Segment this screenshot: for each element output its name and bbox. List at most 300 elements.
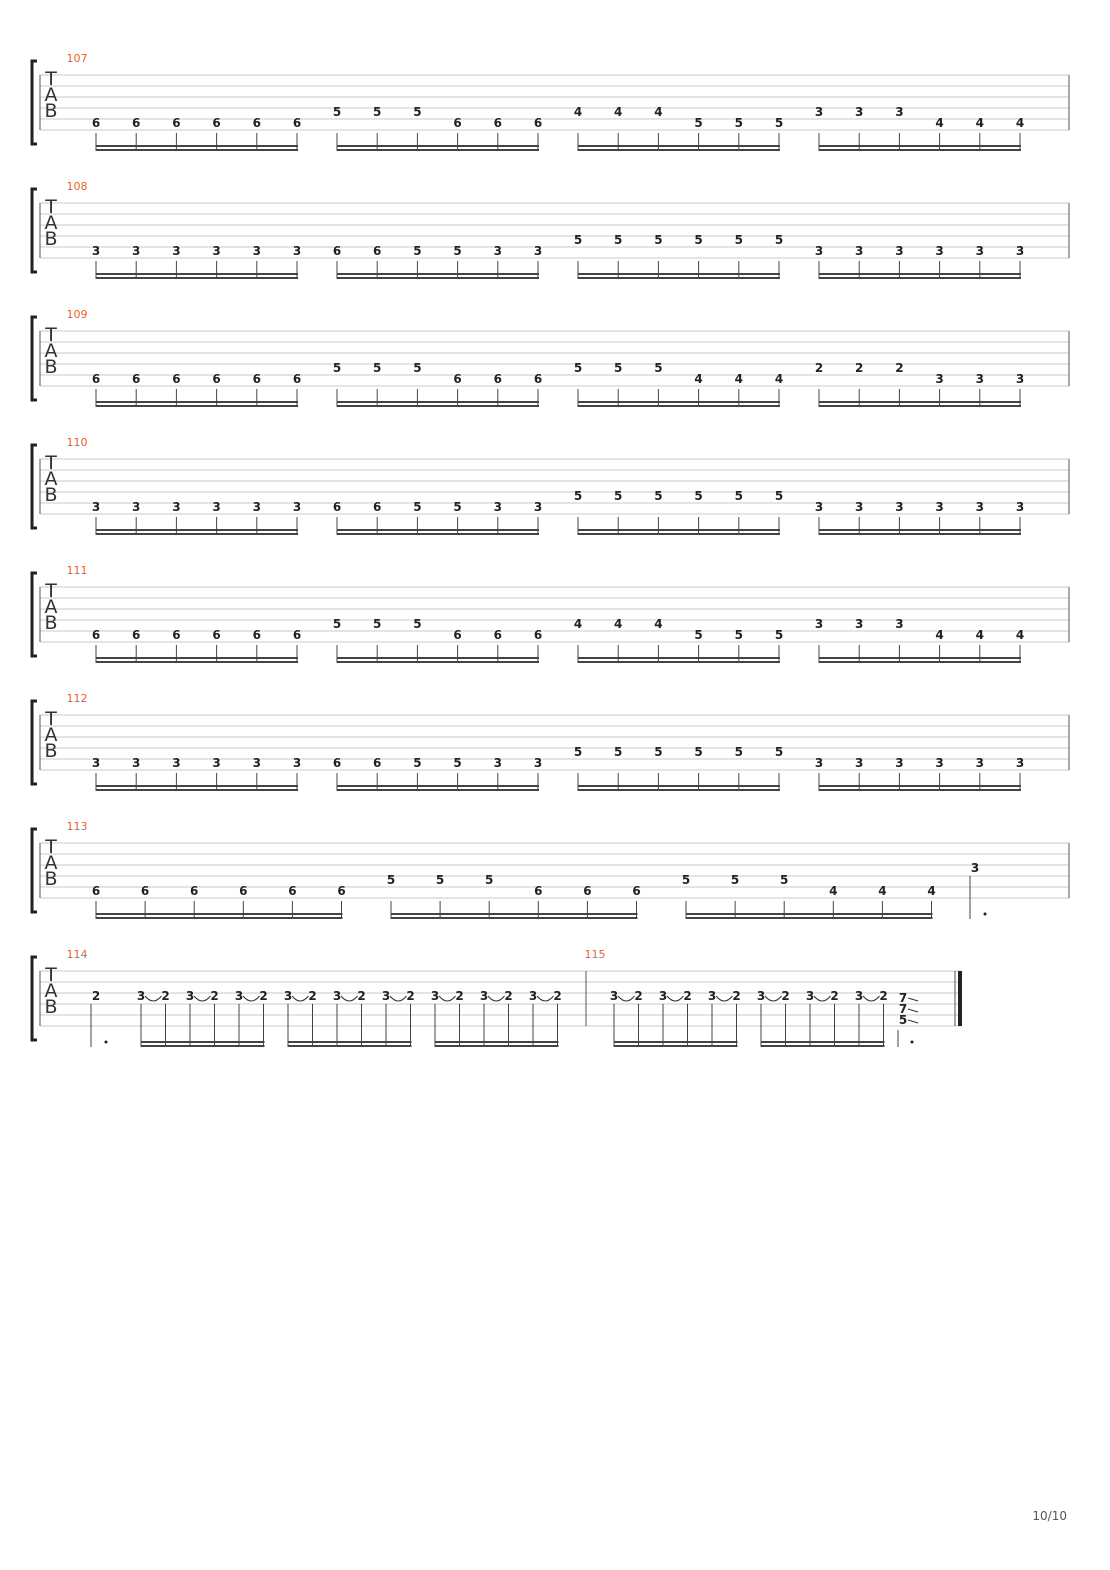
fret-number: 3 — [132, 244, 141, 258]
measure-number-115: 115 — [584, 948, 606, 961]
tab-clef-letter-a: A — [44, 852, 58, 874]
measure-number-114: 114 — [66, 948, 88, 961]
tab-system-113 — [32, 820, 1069, 919]
fret-number: 5 — [734, 489, 743, 503]
beam — [337, 529, 539, 531]
dot — [105, 1041, 108, 1044]
fret-number: 2 — [455, 989, 464, 1003]
fret-number: 3 — [132, 500, 141, 514]
tab-clef-letter-b: B — [44, 484, 58, 506]
fret-number: 3 — [283, 989, 293, 1003]
fret-number: 3 — [292, 244, 302, 258]
beam — [96, 785, 298, 787]
beam — [96, 277, 298, 279]
beam — [96, 657, 298, 659]
fret-number: 2 — [308, 989, 317, 1003]
beam — [578, 273, 780, 275]
fret-number: 3 — [533, 500, 543, 514]
fret-number: 3 — [430, 989, 440, 1003]
fret-number: 6 — [493, 628, 502, 642]
fret-number: 5 — [573, 489, 583, 503]
beam — [614, 1045, 738, 1047]
fret-number: 3 — [935, 756, 944, 770]
tab-clef-letter-b: B — [44, 612, 58, 634]
beam — [435, 1045, 559, 1047]
tab-system-110 — [32, 436, 1069, 535]
beam — [578, 529, 780, 531]
page-number: 10/10 — [1032, 1509, 1067, 1523]
beam — [819, 657, 1021, 659]
fret-number: 3 — [970, 861, 980, 875]
pull-off-slur — [341, 996, 358, 1001]
fret-number: 6 — [252, 116, 261, 130]
fret-number: 6 — [583, 884, 592, 898]
fret-number: 5 — [386, 873, 396, 887]
fret-number: 5 — [453, 500, 462, 514]
beam — [761, 1045, 885, 1047]
beam — [819, 405, 1021, 407]
fret-number: 2 — [855, 361, 864, 375]
tab-system-111 — [32, 564, 1069, 663]
beam — [391, 917, 638, 919]
fret-number: 5 — [654, 745, 663, 759]
fret-number: 6 — [337, 884, 346, 898]
beam — [686, 913, 933, 915]
fret-number: 2 — [406, 989, 415, 1003]
measure-number: 110 — [66, 436, 88, 449]
slide-mark — [908, 1020, 918, 1023]
fret-number: 5 — [373, 361, 382, 375]
fret-number: 5 — [694, 489, 703, 503]
fret-number: 5 — [898, 1013, 908, 1027]
pull-off-slur — [292, 996, 309, 1001]
tab-clef-letter-b: B — [44, 356, 58, 378]
fret-number: 3 — [814, 105, 824, 119]
fret-number: 6 — [493, 372, 502, 386]
beam — [141, 1045, 265, 1047]
pull-off-slur — [145, 996, 162, 1001]
measure-number: 107 — [66, 52, 88, 65]
fret-number: 3 — [756, 989, 766, 1003]
beam — [96, 401, 298, 403]
fret-number: 4 — [1015, 628, 1025, 642]
fret-number: 5 — [435, 873, 445, 887]
fret-number: 4 — [694, 372, 703, 386]
fret-number: 5 — [734, 233, 743, 247]
pull-off-slur — [618, 996, 635, 1001]
fret-number: 6 — [533, 116, 543, 130]
fret-number: 3 — [212, 500, 221, 514]
beam — [819, 785, 1021, 787]
beam — [435, 1041, 559, 1043]
beam — [141, 1041, 265, 1043]
fret-number: 3 — [212, 756, 221, 770]
system-bracket — [32, 61, 37, 144]
fret-number: 2 — [814, 361, 824, 375]
fret-number: 4 — [878, 884, 887, 898]
beam — [391, 913, 638, 915]
fret-number: 6 — [373, 756, 382, 770]
fret-number: 4 — [829, 884, 838, 898]
fret-number: 5 — [332, 105, 342, 119]
pull-off-slur — [390, 996, 407, 1001]
fret-number: 5 — [734, 628, 743, 642]
system-bracket — [32, 573, 37, 656]
beam — [96, 149, 298, 151]
fret-number: 6 — [132, 628, 141, 642]
pull-off-slur — [863, 996, 880, 1001]
fret-number: 2 — [210, 989, 219, 1003]
fret-number: 2 — [732, 989, 741, 1003]
fret-number: 6 — [332, 244, 342, 258]
fret-number: 5 — [734, 745, 743, 759]
beam — [819, 529, 1021, 531]
fret-number: 3 — [805, 989, 815, 1003]
beam — [578, 657, 780, 659]
final-barline-thick — [958, 971, 962, 1026]
fret-number: 5 — [614, 489, 623, 503]
fret-number: 5 — [413, 361, 422, 375]
slide-mark — [908, 998, 918, 1001]
fret-number: 5 — [654, 233, 663, 247]
fret-number: 4 — [935, 116, 944, 130]
beam — [819, 149, 1021, 151]
fret-number: 3 — [854, 989, 864, 1003]
fret-number: 5 — [694, 116, 703, 130]
fret-number: 5 — [373, 105, 382, 119]
fret-number: 3 — [855, 756, 864, 770]
beam — [337, 149, 539, 151]
fret-number: 3 — [895, 756, 904, 770]
fret-number: 5 — [734, 116, 743, 130]
beam — [578, 149, 780, 151]
tab-clef-letter-a: A — [44, 212, 58, 234]
fret-number: 3 — [855, 500, 864, 514]
fret-number: 3 — [895, 617, 904, 631]
fret-number: 6 — [332, 756, 342, 770]
fret-number: 5 — [413, 244, 422, 258]
fret-number: 3 — [1015, 372, 1025, 386]
fret-number: 3 — [855, 617, 864, 631]
fret-number: 3 — [814, 617, 824, 631]
fret-number: 6 — [91, 116, 101, 130]
fret-number: 5 — [774, 489, 784, 503]
fret-number: 6 — [332, 500, 342, 514]
fret-number: 3 — [1015, 756, 1025, 770]
fret-number: 6 — [172, 116, 181, 130]
system-bracket — [32, 957, 37, 1040]
fret-number: 2 — [91, 989, 101, 1003]
fret-number: 3 — [895, 105, 904, 119]
fret-number: 3 — [935, 372, 944, 386]
fret-number: 3 — [855, 105, 864, 119]
measure-number: 108 — [66, 180, 88, 193]
fret-number: 5 — [774, 116, 784, 130]
slide-mark — [908, 1009, 918, 1012]
fret-number: 5 — [681, 873, 691, 887]
beam — [578, 145, 780, 147]
fret-number: 3 — [172, 756, 181, 770]
fret-number: 6 — [132, 372, 141, 386]
fret-number: 3 — [935, 244, 944, 258]
fret-number: 2 — [357, 989, 366, 1003]
fret-number: 4 — [734, 372, 743, 386]
beam — [96, 917, 343, 919]
pull-off-slur — [488, 996, 505, 1001]
pull-off-slur — [194, 996, 211, 1001]
beam — [337, 277, 539, 279]
fret-number: 6 — [172, 628, 181, 642]
fret-number: 6 — [140, 884, 150, 898]
fret-number: 5 — [694, 233, 703, 247]
fret-number: 5 — [453, 244, 462, 258]
fret-number: 4 — [573, 617, 583, 631]
fret-number: 5 — [614, 233, 623, 247]
fret-number: 3 — [855, 244, 864, 258]
fret-number: 6 — [373, 500, 382, 514]
fret-number: 5 — [694, 745, 703, 759]
dot — [911, 1041, 914, 1044]
fret-number: 3 — [381, 989, 391, 1003]
beam — [96, 913, 343, 915]
fret-number: 2 — [879, 989, 888, 1003]
tab-clef-letter-a: A — [44, 468, 58, 490]
measure-number: 109 — [66, 308, 88, 321]
tab-clef-letter-b: B — [44, 100, 58, 122]
fret-number: 3 — [212, 244, 221, 258]
beam — [337, 789, 539, 791]
fret-number: 5 — [614, 745, 623, 759]
fret-number: 5 — [485, 873, 494, 887]
tab-clef-letter-t: T — [45, 836, 57, 858]
fret-number: 3 — [1015, 500, 1025, 514]
fret-number: 4 — [927, 884, 936, 898]
fret-number: 3 — [935, 500, 944, 514]
fret-number: 4 — [654, 617, 663, 631]
fret-number: 3 — [252, 500, 261, 514]
fret-number: 5 — [373, 617, 382, 631]
fret-number: 6 — [632, 884, 641, 898]
tab-clef-letter-t: T — [45, 580, 57, 602]
tab-system-112 — [32, 692, 1069, 791]
fret-number: 4 — [1015, 116, 1025, 130]
fret-number: 7 — [898, 1002, 908, 1016]
beam — [578, 533, 780, 535]
fret-number: 3 — [172, 244, 181, 258]
beam — [96, 405, 298, 407]
tab-clef-letter-t: T — [45, 324, 57, 346]
fret-number: 3 — [609, 989, 619, 1003]
fret-number: 3 — [234, 989, 244, 1003]
tab-clef-letter-t: T — [45, 708, 57, 730]
tab-system-114-115 — [32, 948, 962, 1047]
tab-clef-letter-a: A — [44, 596, 58, 618]
fret-number: 6 — [91, 884, 101, 898]
tab-clef-letter-t: T — [45, 452, 57, 474]
fret-number: 3 — [814, 244, 824, 258]
fret-number: 5 — [774, 628, 784, 642]
fret-number: 2 — [259, 989, 268, 1003]
beam — [578, 277, 780, 279]
tab-clef-letter-a: A — [44, 980, 58, 1002]
beam — [819, 789, 1021, 791]
fret-number: 4 — [654, 105, 663, 119]
pull-off-slur — [814, 996, 831, 1001]
beam — [614, 1041, 738, 1043]
dot — [984, 913, 987, 916]
pull-off-slur — [439, 996, 456, 1001]
fret-number: 4 — [614, 105, 623, 119]
fret-number: 4 — [573, 105, 583, 119]
pull-off-slur — [716, 996, 733, 1001]
beam — [337, 405, 539, 407]
tab-clef-letter-t: T — [45, 68, 57, 90]
fret-number: 6 — [212, 372, 221, 386]
tab-clef-letter-t: T — [45, 196, 57, 218]
fret-number: 7 — [898, 991, 908, 1005]
fret-number: 5 — [694, 628, 703, 642]
fret-number: 6 — [533, 372, 543, 386]
fret-number: 3 — [975, 756, 984, 770]
tab-system-108 — [32, 180, 1069, 279]
fret-number: 3 — [493, 500, 502, 514]
fret-number: 5 — [453, 756, 462, 770]
fret-number: 6 — [534, 884, 543, 898]
fret-number: 3 — [479, 989, 489, 1003]
beam — [578, 789, 780, 791]
fret-number: 6 — [292, 372, 302, 386]
tab-clef-letter-b: B — [44, 868, 58, 890]
fret-number: 6 — [190, 884, 199, 898]
fret-number: 3 — [658, 989, 668, 1003]
beam — [578, 785, 780, 787]
beam — [337, 401, 539, 403]
system-bracket — [32, 701, 37, 784]
fret-number: 4 — [975, 628, 984, 642]
beam — [96, 533, 298, 535]
tab-clef-letter-b: B — [44, 228, 58, 250]
measure-number: 113 — [66, 820, 88, 833]
fret-number: 2 — [504, 989, 513, 1003]
fret-number: 2 — [683, 989, 692, 1003]
fret-number: 5 — [573, 745, 583, 759]
fret-number: 3 — [292, 756, 302, 770]
fret-number: 3 — [136, 989, 146, 1003]
beam — [337, 273, 539, 275]
fret-number: 3 — [975, 500, 984, 514]
fret-number: 3 — [707, 989, 717, 1003]
fret-number: 6 — [91, 628, 101, 642]
fret-number: 6 — [453, 116, 462, 130]
fret-number: 6 — [292, 116, 302, 130]
beam — [337, 533, 539, 535]
beam — [96, 529, 298, 531]
beam — [337, 145, 539, 147]
fret-number: 6 — [533, 628, 543, 642]
tab-clef-letter-t: T — [45, 964, 57, 986]
fret-number: 6 — [132, 116, 141, 130]
fret-number: 3 — [533, 756, 543, 770]
tab-system-109 — [32, 308, 1069, 407]
beam — [819, 145, 1021, 147]
fret-number: 2 — [830, 989, 839, 1003]
measure-number: 112 — [66, 692, 88, 705]
beam — [578, 401, 780, 403]
fret-number: 3 — [493, 756, 502, 770]
pull-off-slur — [667, 996, 684, 1001]
pull-off-slur — [243, 996, 260, 1001]
fret-number: 3 — [493, 244, 502, 258]
fret-number: 3 — [292, 500, 302, 514]
fret-number: 6 — [252, 372, 261, 386]
fret-number: 5 — [413, 756, 422, 770]
fret-number: 6 — [91, 372, 101, 386]
fret-number: 3 — [975, 372, 984, 386]
fret-number: 5 — [413, 105, 422, 119]
fret-number: 5 — [332, 617, 342, 631]
beam — [819, 661, 1021, 663]
fret-number: 6 — [292, 628, 302, 642]
tab-clef-letter-a: A — [44, 340, 58, 362]
system-bracket — [32, 445, 37, 528]
pull-off-slur — [537, 996, 554, 1001]
fret-number: 6 — [239, 884, 248, 898]
fret-number: 3 — [533, 244, 543, 258]
fret-number: 3 — [814, 500, 824, 514]
beam — [288, 1041, 412, 1043]
fret-number: 2 — [634, 989, 643, 1003]
fret-number: 2 — [895, 361, 904, 375]
fret-number: 4 — [614, 617, 623, 631]
fret-number: 3 — [91, 756, 101, 770]
measure-number: 111 — [66, 564, 88, 577]
fret-number: 6 — [453, 628, 462, 642]
fret-number: 5 — [573, 233, 583, 247]
beam — [819, 273, 1021, 275]
tab-clef-letter-a: A — [44, 724, 58, 746]
fret-number: 5 — [413, 617, 422, 631]
fret-number: 3 — [895, 244, 904, 258]
tab-system-107 — [32, 52, 1069, 151]
beam — [578, 405, 780, 407]
fret-number: 3 — [1015, 244, 1025, 258]
fret-number: 6 — [212, 116, 221, 130]
fret-number: 5 — [654, 489, 663, 503]
fret-number: 3 — [252, 244, 261, 258]
pull-off-slur — [765, 996, 782, 1001]
fret-number: 2 — [161, 989, 170, 1003]
fret-number: 6 — [252, 628, 261, 642]
fret-number: 3 — [332, 989, 342, 1003]
fret-number: 5 — [774, 233, 784, 247]
fret-number: 5 — [730, 873, 740, 887]
system-bracket — [32, 317, 37, 400]
fret-number: 5 — [654, 361, 663, 375]
fret-number: 4 — [774, 372, 784, 386]
beam — [819, 401, 1021, 403]
fret-number: 3 — [252, 756, 261, 770]
fret-number: 2 — [553, 989, 562, 1003]
fret-number: 5 — [780, 873, 789, 887]
fret-number: 5 — [774, 745, 784, 759]
fret-number: 3 — [91, 500, 101, 514]
beam — [337, 661, 539, 663]
fret-number: 4 — [975, 116, 984, 130]
beam — [761, 1041, 885, 1043]
beam — [686, 917, 933, 919]
beam — [819, 277, 1021, 279]
beam — [819, 533, 1021, 535]
